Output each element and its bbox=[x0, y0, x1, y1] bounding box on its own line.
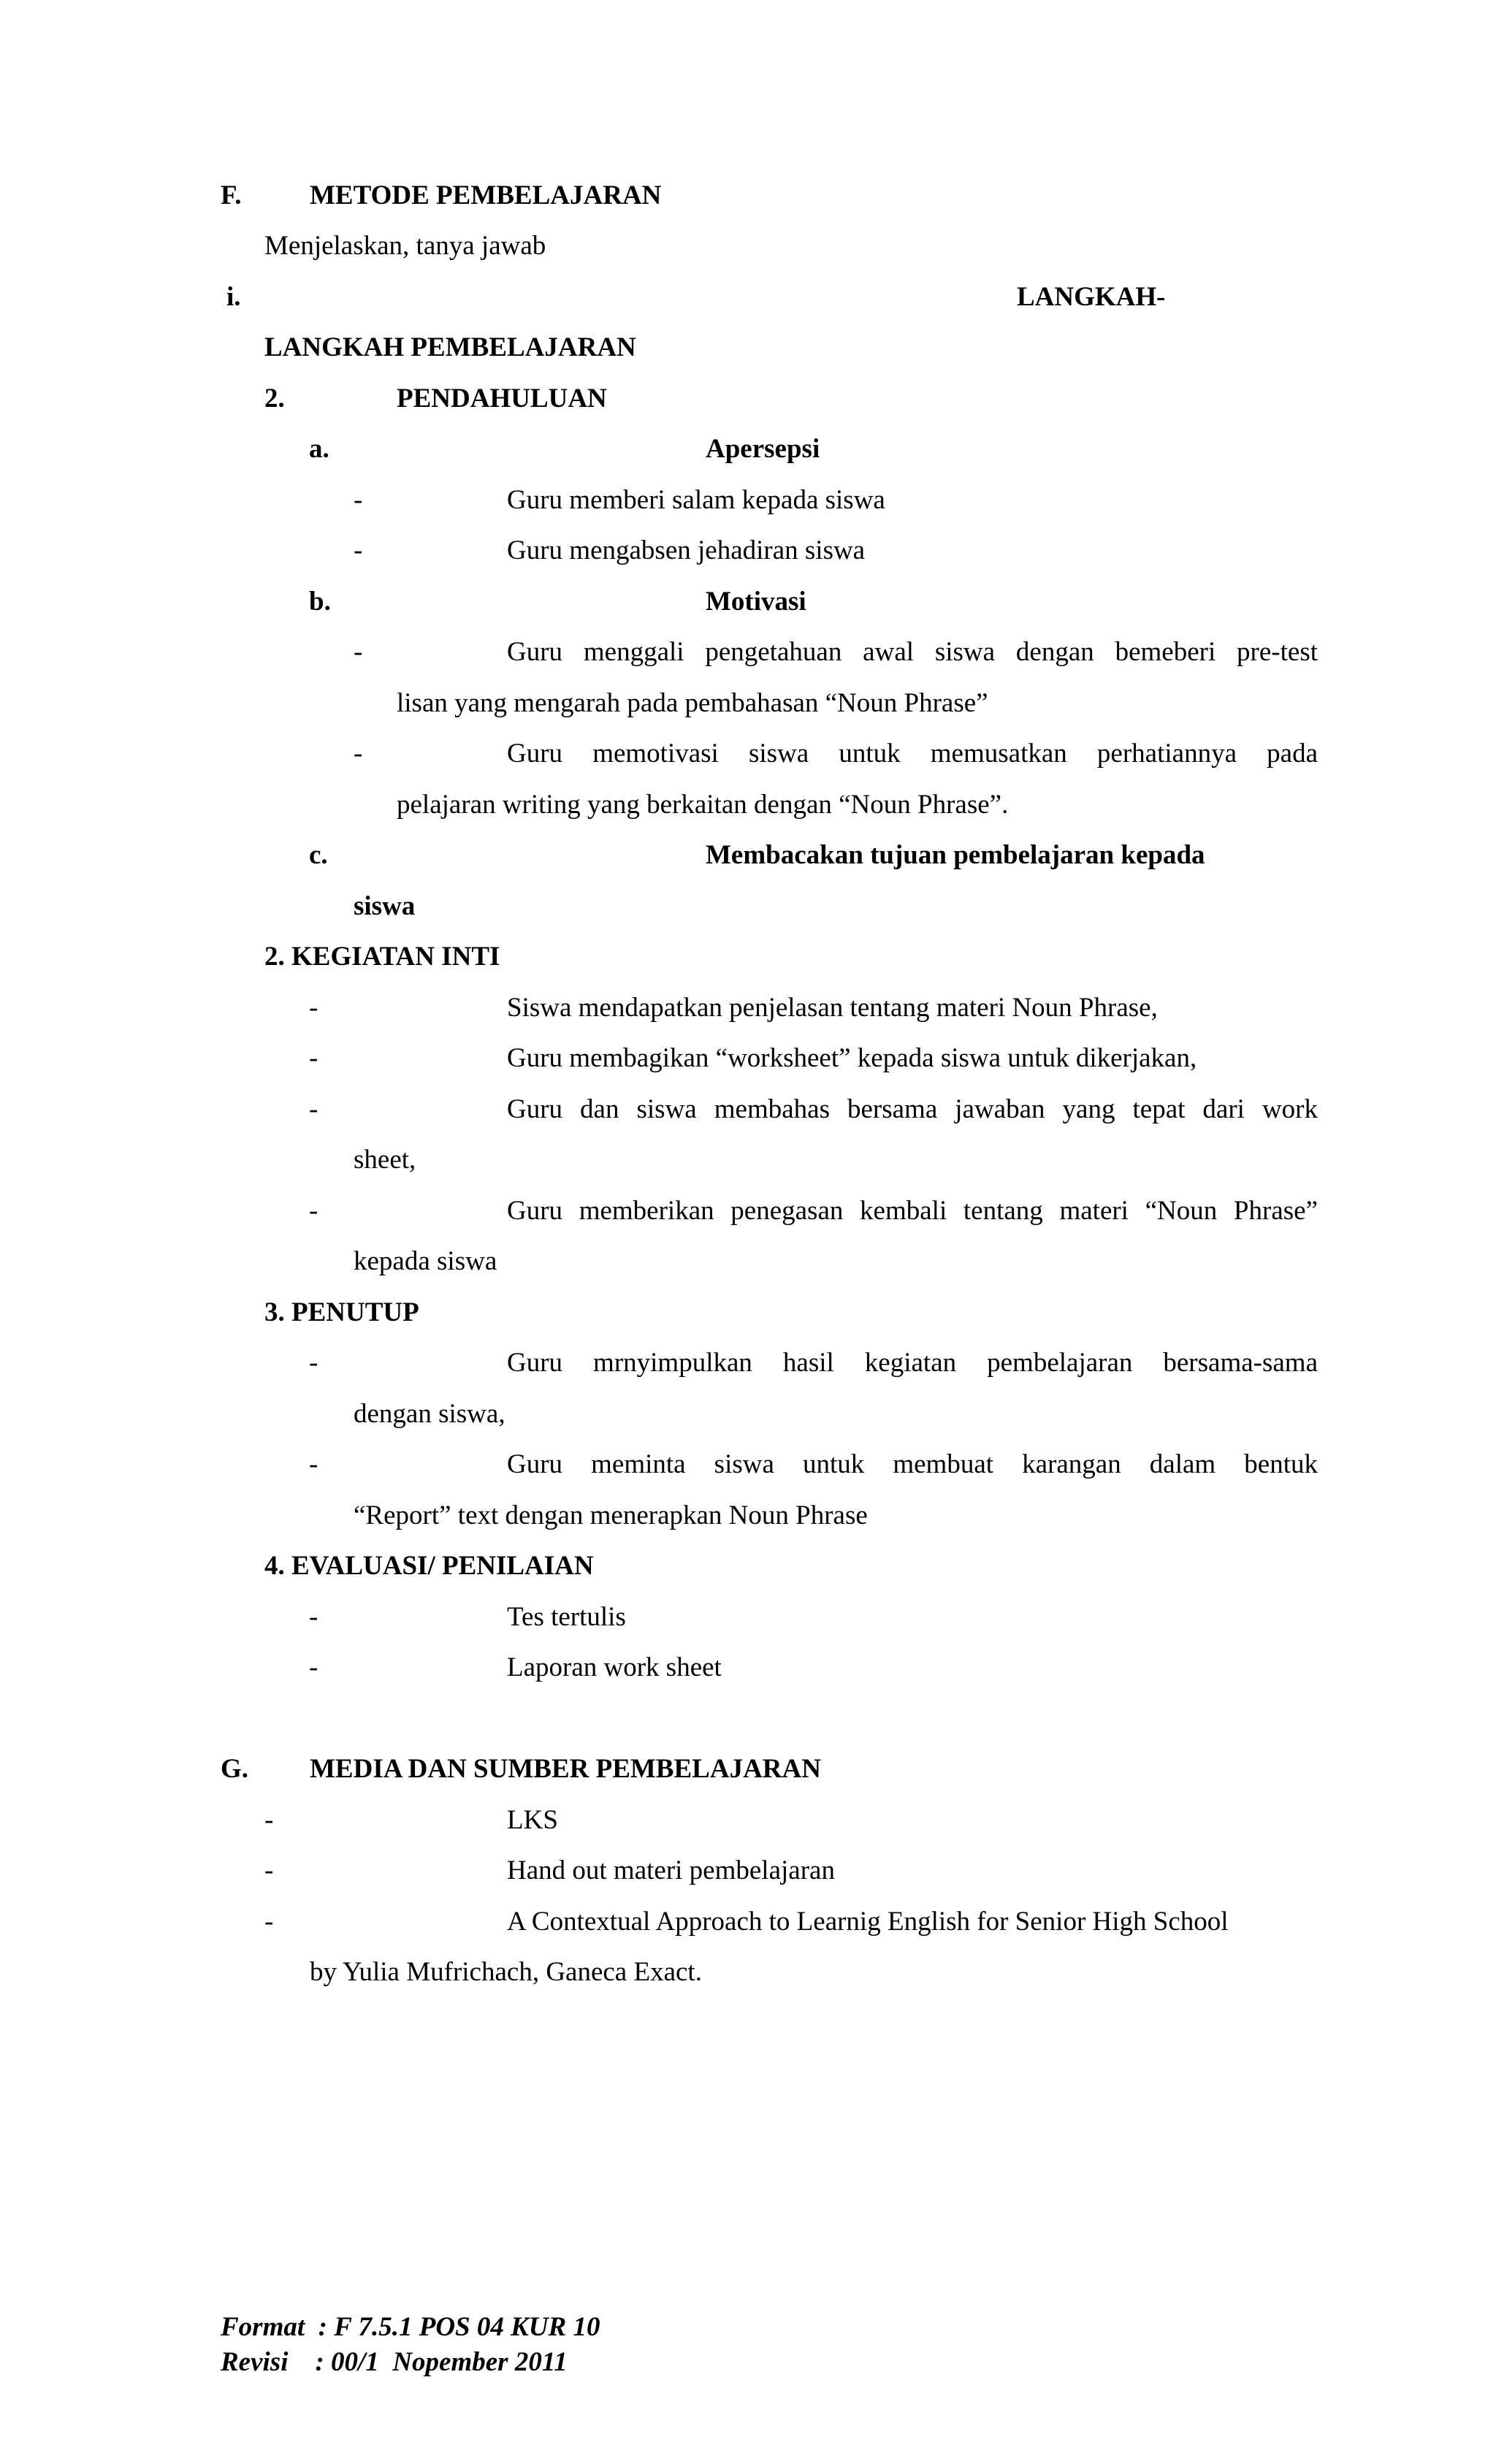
section-g-marker: G. bbox=[221, 1754, 249, 1784]
bullet-dash: - bbox=[309, 1449, 318, 1479]
bullet-dash: - bbox=[264, 1907, 274, 1937]
bullet-dash: - bbox=[354, 739, 363, 768]
kegiatan-inti-item-continued: kepada siswa bbox=[354, 1246, 497, 1276]
section-f-title: METODE PEMBELAJARAN bbox=[310, 180, 662, 210]
penutup-title: 3. PENUTUP bbox=[264, 1297, 419, 1327]
media-item-continued: by Yulia Mufrichach, Ganeca Exact. bbox=[310, 1957, 702, 1987]
section-i-marker: i. bbox=[226, 282, 241, 312]
kegiatan-inti-item: Guru dan siswa membahas bersama jawaban yang tepat dari work bbox=[507, 1094, 1318, 1124]
motivasi-marker: b. bbox=[309, 587, 331, 617]
bullet-dash: - bbox=[309, 1094, 318, 1124]
section-f-marker: F. bbox=[221, 180, 242, 210]
kegiatan-inti-item: Guru memberikan penegasan kembali tentang materi “Noun Phrase” bbox=[507, 1196, 1318, 1226]
media-item: Hand out materi pembelajaran bbox=[507, 1855, 835, 1885]
penutup-item-continued: dengan siswa, bbox=[354, 1399, 505, 1429]
motivasi-item-line: Guru menggali pengetahuan awal siswa dengan bemeberi pre-test bbox=[507, 637, 1318, 667]
tujuan-marker: c. bbox=[309, 840, 328, 870]
bullet-dash: - bbox=[309, 993, 318, 1023]
kegiatan-inti-title: 2. KEGIATAN INTI bbox=[264, 942, 500, 972]
apersepsi-item: Guru mengabsen jehadiran siswa bbox=[507, 535, 866, 565]
media-item: A Contextual Approach to Learnig English for Senior High School bbox=[507, 1907, 1229, 1937]
section-i-title-part2: LANGKAH PEMBELAJARAN bbox=[264, 332, 636, 362]
penutup-item: Guru meminta siswa untuk membuat karangan dalam bentuk bbox=[507, 1449, 1318, 1479]
evaluasi-item: Tes tertulis bbox=[507, 1602, 626, 1632]
media-item: LKS bbox=[507, 1805, 558, 1835]
motivasi-item-line: lisan yang mengarah pada pembahasan “Noun Phrase” bbox=[397, 688, 988, 718]
penutup-item-continued: “Report” text dengan menerapkan Noun Phrase bbox=[354, 1500, 868, 1530]
apersepsi-title: Apersepsi bbox=[706, 434, 820, 464]
bullet-dash: - bbox=[309, 1348, 318, 1378]
tujuan-title-continued: siswa bbox=[354, 891, 416, 921]
footer-format: Format : F 7.5.1 POS 04 KUR 10 bbox=[221, 2312, 600, 2342]
kegiatan-inti-item: Guru membagikan “worksheet” kepada siswa untuk dikerjakan, bbox=[507, 1043, 1197, 1073]
bullet-dash: - bbox=[264, 1855, 274, 1885]
section-g-title: MEDIA DAN SUMBER PEMBELAJARAN bbox=[310, 1754, 821, 1784]
bullet-dash: - bbox=[309, 1602, 318, 1632]
motivasi-item-line: pelajaran writing yang berkaitan dengan “Noun Phrase”. bbox=[397, 790, 1009, 820]
evaluasi-item: Laporan work sheet bbox=[507, 1652, 722, 1682]
bullet-dash: - bbox=[309, 1196, 318, 1226]
bullet-dash: - bbox=[264, 1805, 274, 1835]
motivasi-title: Motivasi bbox=[706, 587, 806, 617]
penutup-item: Guru mrnyimpulkan hasil kegiatan pembelajaran bersama-sama bbox=[507, 1348, 1318, 1378]
evaluasi-title: 4. EVALUASI/ PENILAIAN bbox=[264, 1551, 594, 1581]
bullet-dash: - bbox=[354, 485, 363, 515]
pendahuluan-title: PENDAHULUAN bbox=[397, 384, 607, 413]
bullet-dash: - bbox=[354, 535, 363, 565]
bullet-dash: - bbox=[309, 1652, 318, 1682]
apersepsi-item: Guru memberi salam kepada siswa bbox=[507, 485, 885, 515]
bullet-dash: - bbox=[354, 637, 363, 667]
footer-revisi: Revisi : 00/1 Nopember 2011 bbox=[221, 2347, 568, 2377]
section-f-body: Menjelaskan, tanya jawab bbox=[264, 231, 546, 261]
pendahuluan-marker: 2. bbox=[264, 384, 285, 413]
motivasi-item-line: Guru memotivasi siswa untuk memusatkan perhatiannya pada bbox=[507, 739, 1318, 768]
tujuan-title: Membacakan tujuan pembelajaran kepada bbox=[706, 840, 1205, 870]
section-i-title-part1: LANGKAH- bbox=[1017, 282, 1166, 312]
kegiatan-inti-item-continued: sheet, bbox=[354, 1145, 416, 1175]
apersepsi-marker: a. bbox=[309, 434, 329, 464]
bullet-dash: - bbox=[309, 1043, 318, 1073]
kegiatan-inti-item: Siswa mendapatkan penjelasan tentang materi Noun Phrase, bbox=[507, 993, 1158, 1023]
